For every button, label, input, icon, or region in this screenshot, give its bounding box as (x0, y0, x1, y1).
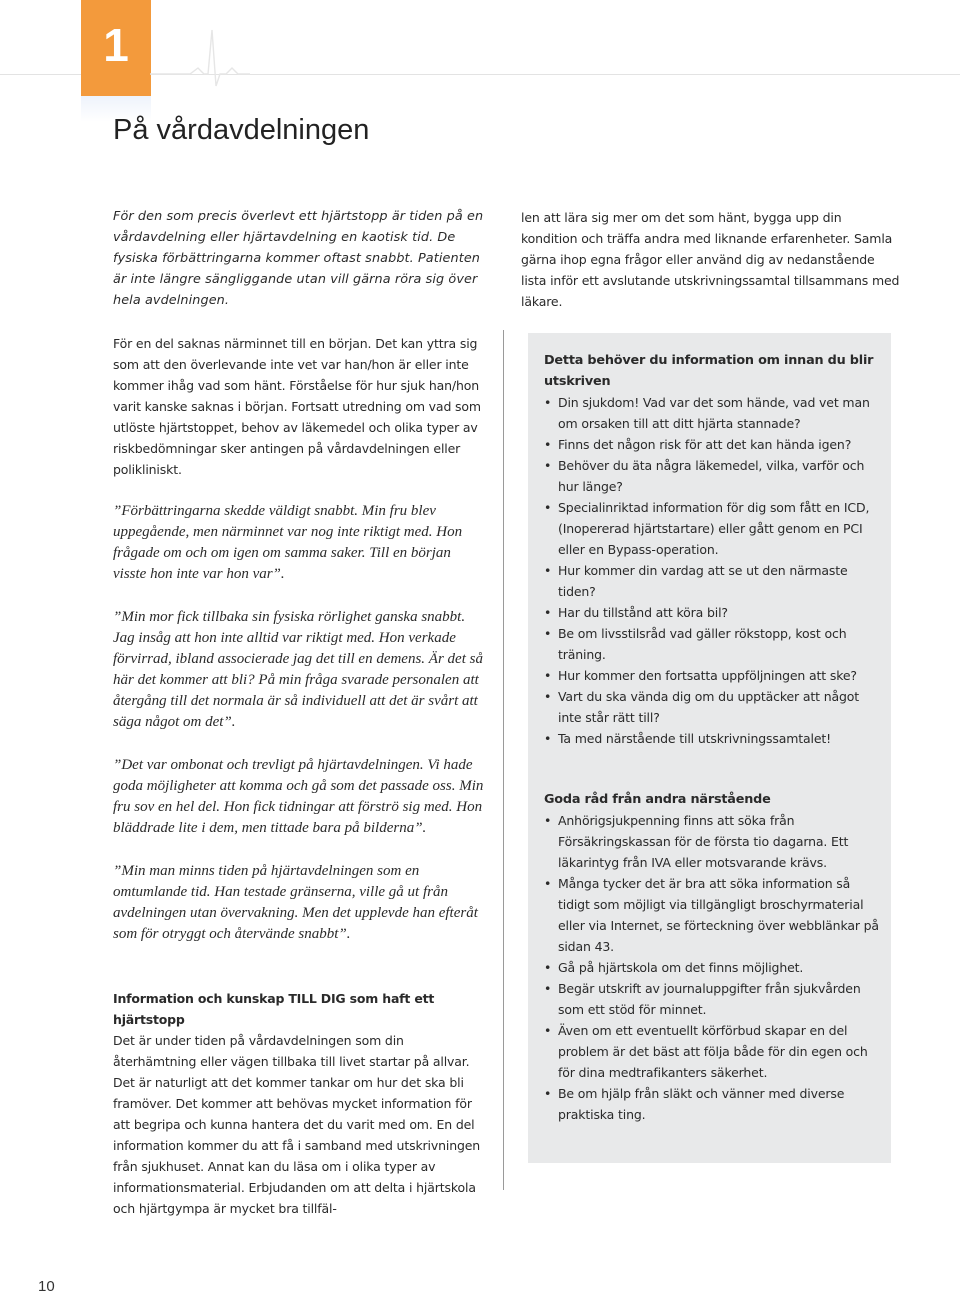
list-item: • Ta med närstående till utskrivningssamtalet! (544, 728, 879, 749)
list-item: • Många tycker det är bra att söka information så tidigt som möjligt via tillgängligt broschyrmaterial eller via Internet, se förteckning över webblänkar på sidan 43. (544, 873, 879, 957)
list-item: • Be om hjälp från släkt och vänner med diverse praktiska ting. (544, 1083, 879, 1125)
page-number: 10 (38, 1278, 55, 1295)
list-item: • Be om livsstilsråd vad gäller rökstopp, kost och träning. (544, 623, 879, 665)
right-column-text (521, 207, 901, 312)
column-divider (503, 330, 504, 1190)
list-item: • Vart du ska vända dig om du upptäcker att något inte står rätt till? (544, 686, 879, 728)
list-item: • Har du tillstånd att köra bil? (544, 602, 879, 623)
list-item: • Finns det någon risk för att det kan hända igen? (544, 434, 879, 455)
advice-list (544, 810, 879, 1125)
continuation-paragraph: len att lära sig mer om det som hänt, bygga upp din kondition och träffa andra med liknande erfarenheter. Samla gärna ihop egna frågor eller använd dig av nedanstående lista inför ett avslutande utskrivningssamtal tillsammans med läkare. (521, 210, 900, 309)
list-item: • Behöver du äta några läkemedel, vilka, varför och hur länge? (544, 455, 879, 497)
quote-3: ”Det var ombonat och trevligt på hjärtavdelningen. Vi hade goda möjligheter att komma och gå som det passade oss. Min fru sov en hel del. Hon fick tidningar att förströ sig med. Hon bläddrade lite i dem, men tittade bara på bilderna”. (113, 757, 484, 836)
chapter-number-badge: 1 (81, 0, 151, 96)
quote-2: ”Min mor fick tillbaka sin fysiska rörlighet ganska snabbt. Jag insåg att hon inte alltid var riktigt med. Hon verkade förvirrad, ibland associerade jag det till en demens. Är det så här det kommer att bli? På min fråga svarade personalen att återgång till det normala är så individuell att det är svårt att säga något om det”. (113, 609, 483, 730)
section-body: Det är under tiden på vårdavdelningen som din återhämtning eller vägen tillbaka till livet startar på allvar. Det är naturligt att det kommer tankar om hur det ska bli framöver. Det kommer att behövas mycket information för att begripa och kunna hantera det du varit med om. En del information kommer du att få i samband med utskrivningen från sjukhuset. Annat kan du läsa om i olika typer av informationsmaterial. Erbjudanden om att delta i hjärtskola och hjärtgympa är mycket bra tillfäl- (113, 1033, 481, 1216)
list-item: • Begär utskrift av journaluppgifter från sjukvården som ett stöd för minnet. (544, 978, 879, 1020)
box-heading-discharge: Detta behöver du information om innan du blir utskriven (544, 353, 874, 389)
info-box-content (544, 350, 879, 1125)
quote-4: ”Min man minns tiden på hjärtavdelningen som en omtumlande tid. Han testade gränserna, ville gå ut från avdelningen utan övervakning. Men det upplevde han efteråt som för otryggt och återvände snabbt”. (113, 863, 478, 942)
info-box (528, 333, 891, 1163)
list-item: • Din sjukdom! Vad var det som hände, vad vet man om orsaken till att ditt hjärta stannade? (544, 392, 879, 434)
list-item: • Hur kommer din vardag att se ut den närmaste tiden? (544, 560, 879, 602)
body-paragraph: För en del saknas närminnet till en början. Det kan yttra sig som att den överlevande inte vet var han/hon är eller inte kommer ihåg vad som hänt. Förståelse för hur sjuk han/hon varit kanske saknas i början. Fortsatt utredning om vad som utlöste hjärtstoppet, behov av läkemedel och olika typer av riskbedömningar sker antingen på vårdavdelningen eller polikliniskt. (113, 336, 481, 477)
list-item: • Gå på hjärtskola om det finns möjlighet. (544, 957, 879, 978)
quote-1: ”Förbättringarna skedde väldigt snabbt. Min fru blev uppegående, men närminnet var nog inte riktigt med. Hon frågade om och om igen om samma saker. Till en början visste hon inte var hon var”. (113, 503, 463, 582)
left-column (113, 206, 486, 1219)
intro-paragraph: För den som precis överlevt ett hjärtstopp är tiden på en vårdavdelning eller hjärtavdelning en kaotisk tid. De fysiska förbättringarna kommer oftast snabbt. Patienten är inte längre sängliggande utan vill gärna röra sig över hela avdelningen. (113, 209, 484, 308)
list-item: • Specialinriktad information för dig som fått en ICD, (Inopererad hjärtstartare) eller gått genom en PCI eller en Bypass-operation. (544, 497, 879, 560)
list-item: • Hur kommer den fortsatta uppföljningen att ske? (544, 665, 879, 686)
page-title: På vårdavdelningen (113, 114, 370, 146)
heartbeat-line-icon (150, 28, 250, 88)
discharge-question-list (544, 392, 879, 749)
box-heading-advice: Goda råd från andra närstående (544, 792, 771, 807)
section-heading: Information och kunskap TILL DIG som haft ett hjärtstopp (113, 991, 435, 1027)
list-item: • Anhörigsjukpenning finns att söka från Försäkringskassan för de första tio dagarna. Ett läkarintyg från IVA eller motsvarande krävs. (544, 810, 879, 873)
list-item: • Även om ett eventuellt körförbud skapar en del problem är det bäst att följa både för din egen och för dina medtrafikanters säkerhet. (544, 1020, 879, 1083)
